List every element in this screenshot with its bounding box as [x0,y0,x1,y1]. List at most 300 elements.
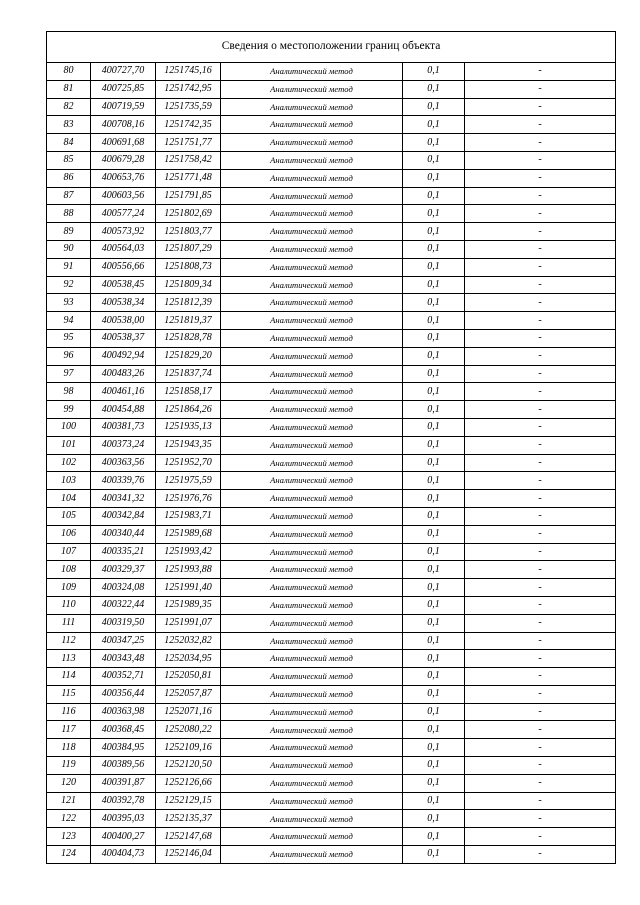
accuracy-cell: 0,1 [403,685,465,703]
table-row [47,169,616,187]
table-row [47,187,616,205]
y-coordinate-cell: 1251858,17 [156,383,221,401]
method-cell: Аналитический метод [221,561,403,579]
accuracy-cell: 0,1 [403,401,465,419]
method-cell: Аналитический метод [221,454,403,472]
table-row [47,632,616,650]
method-cell: Аналитический метод [221,80,403,98]
description-cell: - [465,240,616,258]
description-cell: - [465,436,616,454]
table-row [47,223,616,241]
point-number-cell: 105 [47,507,91,525]
x-coordinate-cell: 400340,44 [91,525,156,543]
x-coordinate-cell: 400384,95 [91,739,156,757]
table-row [47,650,616,668]
table-row [47,347,616,365]
accuracy-cell: 0,1 [403,828,465,846]
accuracy-cell: 0,1 [403,276,465,294]
y-coordinate-cell: 1251943,35 [156,436,221,454]
accuracy-cell: 0,1 [403,418,465,436]
accuracy-cell: 0,1 [403,703,465,721]
method-cell: Аналитический метод [221,401,403,419]
x-coordinate-cell: 400392,78 [91,792,156,810]
table-row [47,98,616,116]
point-number-cell: 121 [47,792,91,810]
table-row [47,739,616,757]
description-cell: - [465,490,616,508]
accuracy-cell: 0,1 [403,579,465,597]
x-coordinate-cell: 400343,48 [91,650,156,668]
accuracy-cell: 0,1 [403,810,465,828]
description-cell: - [465,383,616,401]
point-number-cell: 93 [47,294,91,312]
accuracy-cell: 0,1 [403,472,465,490]
accuracy-cell: 0,1 [403,739,465,757]
description-cell: - [465,774,616,792]
x-coordinate-cell: 400391,87 [91,774,156,792]
x-coordinate-cell: 400483,26 [91,365,156,383]
x-coordinate-cell: 400322,44 [91,596,156,614]
y-coordinate-cell: 1251802,69 [156,205,221,223]
description-cell: - [465,828,616,846]
accuracy-cell: 0,1 [403,507,465,525]
accuracy-cell: 0,1 [403,134,465,152]
method-cell: Аналитический метод [221,757,403,775]
accuracy-cell: 0,1 [403,614,465,632]
table-row [47,151,616,169]
x-coordinate-cell: 400324,08 [91,579,156,597]
description-cell: - [465,792,616,810]
method-cell: Аналитический метод [221,240,403,258]
method-cell: Аналитический метод [221,721,403,739]
y-coordinate-cell: 1251989,35 [156,596,221,614]
table-row [47,454,616,472]
y-coordinate-cell: 1252034,95 [156,650,221,668]
method-cell: Аналитический метод [221,187,403,205]
y-coordinate-cell: 1251819,37 [156,312,221,330]
method-cell: Аналитический метод [221,507,403,525]
point-number-cell: 97 [47,365,91,383]
point-number-cell: 113 [47,650,91,668]
y-coordinate-cell: 1252050,81 [156,668,221,686]
table-row [47,757,616,775]
method-cell: Аналитический метод [221,703,403,721]
table-row [47,276,616,294]
method-cell: Аналитический метод [221,347,403,365]
method-cell: Аналитический метод [221,134,403,152]
point-number-cell: 116 [47,703,91,721]
accuracy-cell: 0,1 [403,258,465,276]
point-number-cell: 123 [47,828,91,846]
method-cell: Аналитический метод [221,543,403,561]
table-row [47,401,616,419]
x-coordinate-cell: 400538,45 [91,276,156,294]
point-number-cell: 100 [47,418,91,436]
point-number-cell: 115 [47,685,91,703]
table-row [47,365,616,383]
accuracy-cell: 0,1 [403,543,465,561]
point-number-cell: 94 [47,312,91,330]
method-cell: Аналитический метод [221,258,403,276]
boundary-coordinates-table [46,31,616,864]
x-coordinate-cell: 400727,70 [91,63,156,81]
accuracy-cell: 0,1 [403,169,465,187]
point-number-cell: 91 [47,258,91,276]
table-row [47,116,616,134]
method-cell: Аналитический метод [221,828,403,846]
x-coordinate-cell: 400363,56 [91,454,156,472]
x-coordinate-cell: 400564,03 [91,240,156,258]
x-coordinate-cell: 400400,27 [91,828,156,846]
table-row [47,205,616,223]
description-cell: - [465,294,616,312]
description-cell: - [465,579,616,597]
y-coordinate-cell: 1252126,66 [156,774,221,792]
accuracy-cell: 0,1 [403,596,465,614]
x-coordinate-cell: 400404,73 [91,846,156,864]
description-cell: - [465,187,616,205]
x-coordinate-cell: 400329,37 [91,561,156,579]
table-title: Сведения о местоположении границ объекта [47,32,616,63]
y-coordinate-cell: 1252135,37 [156,810,221,828]
y-coordinate-cell: 1252080,22 [156,721,221,739]
x-coordinate-cell: 400339,76 [91,472,156,490]
method-cell: Аналитический метод [221,383,403,401]
point-number-cell: 89 [47,223,91,241]
x-coordinate-cell: 400556,66 [91,258,156,276]
point-number-cell: 81 [47,80,91,98]
y-coordinate-cell: 1251745,16 [156,63,221,81]
accuracy-cell: 0,1 [403,63,465,81]
y-coordinate-cell: 1251991,40 [156,579,221,597]
table-row [47,312,616,330]
point-number-cell: 85 [47,151,91,169]
description-cell: - [465,810,616,828]
y-coordinate-cell: 1251803,77 [156,223,221,241]
y-coordinate-cell: 1251976,76 [156,490,221,508]
point-number-cell: 101 [47,436,91,454]
table-row [47,543,616,561]
method-cell: Аналитический метод [221,685,403,703]
method-cell: Аналитический метод [221,63,403,81]
accuracy-cell: 0,1 [403,668,465,686]
table-row [47,525,616,543]
point-number-cell: 106 [47,525,91,543]
x-coordinate-cell: 400347,25 [91,632,156,650]
accuracy-cell: 0,1 [403,240,465,258]
y-coordinate-cell: 1251993,42 [156,543,221,561]
method-cell: Аналитический метод [221,98,403,116]
x-coordinate-cell: 400653,76 [91,169,156,187]
point-number-cell: 90 [47,240,91,258]
y-coordinate-cell: 1251807,29 [156,240,221,258]
description-cell: - [465,151,616,169]
description-cell: - [465,721,616,739]
table-row [47,436,616,454]
x-coordinate-cell: 400538,37 [91,329,156,347]
y-coordinate-cell: 1251837,74 [156,365,221,383]
x-coordinate-cell: 400461,16 [91,383,156,401]
description-cell: - [465,276,616,294]
point-number-cell: 92 [47,276,91,294]
description-cell: - [465,418,616,436]
y-coordinate-cell: 1251993,88 [156,561,221,579]
x-coordinate-cell: 400691,68 [91,134,156,152]
x-coordinate-cell: 400319,50 [91,614,156,632]
x-coordinate-cell: 400573,92 [91,223,156,241]
description-cell: - [465,365,616,383]
table-row [47,240,616,258]
table-row [47,472,616,490]
point-number-cell: 86 [47,169,91,187]
point-number-cell: 88 [47,205,91,223]
y-coordinate-cell: 1251771,48 [156,169,221,187]
point-number-cell: 124 [47,846,91,864]
y-coordinate-cell: 1252071,16 [156,703,221,721]
point-number-cell: 114 [47,668,91,686]
point-number-cell: 120 [47,774,91,792]
x-coordinate-cell: 400395,03 [91,810,156,828]
description-cell: - [465,205,616,223]
point-number-cell: 117 [47,721,91,739]
y-coordinate-cell: 1252147,68 [156,828,221,846]
description-cell: - [465,80,616,98]
table-row [47,80,616,98]
point-number-cell: 107 [47,543,91,561]
point-number-cell: 110 [47,596,91,614]
y-coordinate-cell: 1251742,95 [156,80,221,98]
accuracy-cell: 0,1 [403,383,465,401]
x-coordinate-cell: 400492,94 [91,347,156,365]
accuracy-cell: 0,1 [403,294,465,312]
accuracy-cell: 0,1 [403,347,465,365]
accuracy-cell: 0,1 [403,329,465,347]
x-coordinate-cell: 400356,44 [91,685,156,703]
description-cell: - [465,258,616,276]
y-coordinate-cell: 1252129,15 [156,792,221,810]
x-coordinate-cell: 400352,71 [91,668,156,686]
accuracy-cell: 0,1 [403,721,465,739]
table-row [47,63,616,81]
method-cell: Аналитический метод [221,436,403,454]
method-cell: Аналитический метод [221,116,403,134]
y-coordinate-cell: 1251791,85 [156,187,221,205]
description-cell: - [465,703,616,721]
accuracy-cell: 0,1 [403,312,465,330]
method-cell: Аналитический метод [221,739,403,757]
point-number-cell: 104 [47,490,91,508]
y-coordinate-cell: 1251751,77 [156,134,221,152]
x-coordinate-cell: 400577,24 [91,205,156,223]
accuracy-cell: 0,1 [403,757,465,775]
description-cell: - [465,596,616,614]
accuracy-cell: 0,1 [403,792,465,810]
y-coordinate-cell: 1252146,04 [156,846,221,864]
method-cell: Аналитический метод [221,632,403,650]
y-coordinate-cell: 1251975,59 [156,472,221,490]
y-coordinate-cell: 1251991,07 [156,614,221,632]
description-cell: - [465,98,616,116]
method-cell: Аналитический метод [221,205,403,223]
table-row [47,774,616,792]
method-cell: Аналитический метод [221,525,403,543]
y-coordinate-cell: 1251829,20 [156,347,221,365]
accuracy-cell: 0,1 [403,561,465,579]
accuracy-cell: 0,1 [403,436,465,454]
accuracy-cell: 0,1 [403,774,465,792]
x-coordinate-cell: 400363,98 [91,703,156,721]
description-cell: - [465,685,616,703]
method-cell: Аналитический метод [221,418,403,436]
table-row [47,579,616,597]
point-number-cell: 82 [47,98,91,116]
point-number-cell: 84 [47,134,91,152]
method-cell: Аналитический метод [221,472,403,490]
table-row [47,596,616,614]
table-row [47,846,616,864]
table-row [47,685,616,703]
description-cell: - [465,329,616,347]
description-cell: - [465,614,616,632]
x-coordinate-cell: 400679,28 [91,151,156,169]
table-row [47,828,616,846]
description-cell: - [465,561,616,579]
y-coordinate-cell: 1251808,73 [156,258,221,276]
x-coordinate-cell: 400603,56 [91,187,156,205]
description-cell: - [465,347,616,365]
x-coordinate-cell: 400373,24 [91,436,156,454]
method-cell: Аналитический метод [221,846,403,864]
accuracy-cell: 0,1 [403,650,465,668]
table-row [47,721,616,739]
table-row [47,294,616,312]
y-coordinate-cell: 1251742,35 [156,116,221,134]
method-cell: Аналитический метод [221,276,403,294]
method-cell: Аналитический метод [221,365,403,383]
table-row [47,490,616,508]
table-row [47,329,616,347]
method-cell: Аналитический метод [221,169,403,187]
accuracy-cell: 0,1 [403,454,465,472]
description-cell: - [465,116,616,134]
table-row [47,258,616,276]
point-number-cell: 80 [47,63,91,81]
accuracy-cell: 0,1 [403,98,465,116]
method-cell: Аналитический метод [221,151,403,169]
method-cell: Аналитический метод [221,792,403,810]
y-coordinate-cell: 1251828,78 [156,329,221,347]
x-coordinate-cell: 400335,21 [91,543,156,561]
accuracy-cell: 0,1 [403,632,465,650]
accuracy-cell: 0,1 [403,116,465,134]
point-number-cell: 83 [47,116,91,134]
table-title-row [47,32,616,63]
method-cell: Аналитический метод [221,596,403,614]
table-row [47,703,616,721]
point-number-cell: 87 [47,187,91,205]
x-coordinate-cell: 400381,73 [91,418,156,436]
point-number-cell: 112 [47,632,91,650]
x-coordinate-cell: 400341,32 [91,490,156,508]
description-cell: - [465,739,616,757]
method-cell: Аналитический метод [221,614,403,632]
accuracy-cell: 0,1 [403,151,465,169]
y-coordinate-cell: 1251864,26 [156,401,221,419]
description-cell: - [465,134,616,152]
description-cell: - [465,63,616,81]
description-cell: - [465,401,616,419]
y-coordinate-cell: 1251812,39 [156,294,221,312]
y-coordinate-cell: 1251935,13 [156,418,221,436]
table-row [47,792,616,810]
document-page [46,31,615,864]
y-coordinate-cell: 1252109,16 [156,739,221,757]
point-number-cell: 111 [47,614,91,632]
description-cell: - [465,507,616,525]
method-cell: Аналитический метод [221,579,403,597]
description-cell: - [465,757,616,775]
accuracy-cell: 0,1 [403,490,465,508]
method-cell: Аналитический метод [221,668,403,686]
method-cell: Аналитический метод [221,312,403,330]
point-number-cell: 119 [47,757,91,775]
x-coordinate-cell: 400719,59 [91,98,156,116]
description-cell: - [465,525,616,543]
y-coordinate-cell: 1251952,70 [156,454,221,472]
y-coordinate-cell: 1251809,34 [156,276,221,294]
accuracy-cell: 0,1 [403,223,465,241]
y-coordinate-cell: 1252032,82 [156,632,221,650]
description-cell: - [465,472,616,490]
y-coordinate-cell: 1251758,42 [156,151,221,169]
accuracy-cell: 0,1 [403,525,465,543]
table-row [47,614,616,632]
description-cell: - [465,650,616,668]
point-number-cell: 108 [47,561,91,579]
point-number-cell: 103 [47,472,91,490]
accuracy-cell: 0,1 [403,205,465,223]
description-cell: - [465,223,616,241]
method-cell: Аналитический метод [221,650,403,668]
table-row [47,418,616,436]
table-row [47,810,616,828]
description-cell: - [465,454,616,472]
method-cell: Аналитический метод [221,774,403,792]
y-coordinate-cell: 1251989,68 [156,525,221,543]
method-cell: Аналитический метод [221,294,403,312]
point-number-cell: 98 [47,383,91,401]
description-cell: - [465,846,616,864]
table-row [47,134,616,152]
accuracy-cell: 0,1 [403,80,465,98]
y-coordinate-cell: 1252057,87 [156,685,221,703]
x-coordinate-cell: 400708,16 [91,116,156,134]
method-cell: Аналитический метод [221,329,403,347]
accuracy-cell: 0,1 [403,365,465,383]
description-cell: - [465,312,616,330]
x-coordinate-cell: 400538,34 [91,294,156,312]
point-number-cell: 122 [47,810,91,828]
method-cell: Аналитический метод [221,490,403,508]
accuracy-cell: 0,1 [403,846,465,864]
y-coordinate-cell: 1251735,59 [156,98,221,116]
point-number-cell: 96 [47,347,91,365]
x-coordinate-cell: 400538,00 [91,312,156,330]
x-coordinate-cell: 400368,45 [91,721,156,739]
table-row [47,561,616,579]
x-coordinate-cell: 400389,56 [91,757,156,775]
description-cell: - [465,543,616,561]
